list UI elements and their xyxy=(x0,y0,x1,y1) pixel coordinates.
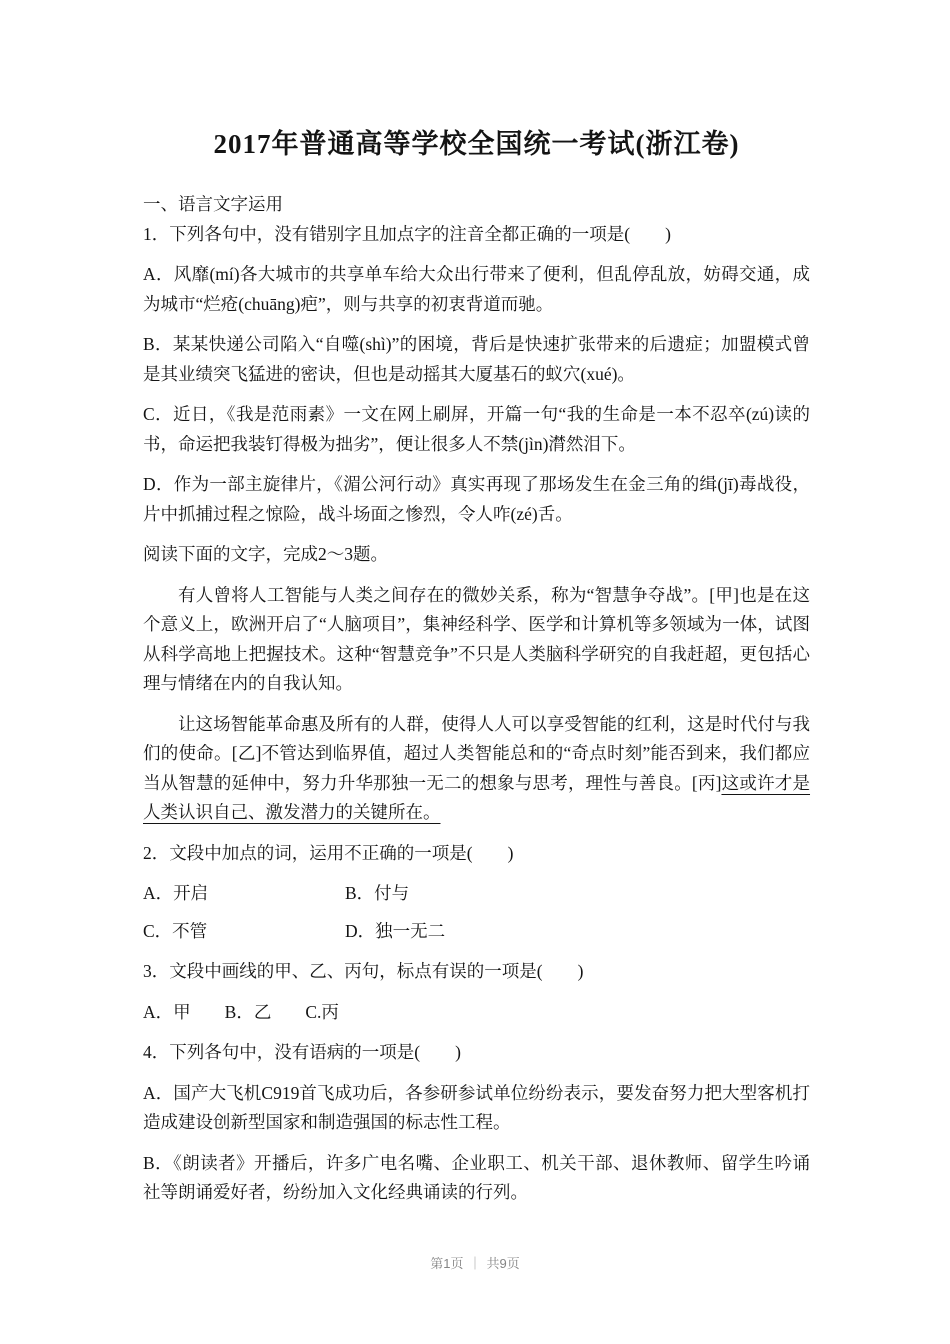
question-1-option-b: B．某某快递公司陷入“自噬(shì)”的困境，背后是快速扩张带来的后遗症；加盟模式曾是其业绩突飞猛进的密诀，但也是动摇其大厦基石的蚁穴(xué)。 xyxy=(143,334,810,384)
question-2-option-b: B．付与 xyxy=(345,883,410,903)
question-2-option-a: A．开启 xyxy=(143,883,209,903)
page-footer xyxy=(0,1253,950,1272)
footer-page-number: 第1页 xyxy=(430,1256,464,1271)
question-4-option-b: B．《朗读者》开播后，许多广电名嘴、企业职工、机关干部、退休教师、留学生吟诵社等朗诵爱好者，纷纷加入文化经典诵读的行列。 xyxy=(143,1152,810,1202)
question-3-option-c: C.丙 xyxy=(305,1001,339,1022)
document-body xyxy=(143,190,810,1208)
question-2-options xyxy=(143,879,810,946)
reading-paragraph-1: 有人曾将人工智能与人类之间存在的微妙关系，称为“智慧争夺战”。[甲]也是在这个意义上，欧洲开启了“人脑项目”，集神经科学、医学和计算机等多领域为一体，试图从科学高地上把握技术。这种“智慧竞争”不只是人类脑科学研究的自我赶超，更包括心理与情绪在内的自我认知。 xyxy=(143,584,810,693)
question-2-option-d: D．独一无二 xyxy=(345,920,446,941)
question-3-options xyxy=(143,998,810,1028)
question-3-option-b: B．乙 xyxy=(224,1001,272,1022)
question-1-stem: 1．下列各句中，没有错别字且加点字的注音全都正确的一项是( ) xyxy=(143,223,671,244)
question-1-option-d: D．作为一部主旋律片，《湄公河行动》真实再现了那场发生在金三角的缉(jī)毒战役，片中抓捕过程之惊险，战斗场面之惨烈，令人咋(zé)舌。 xyxy=(143,474,810,524)
footer-total-pages: 共9页 xyxy=(486,1256,520,1271)
document-title: 2017年普通高等学校全国统一考试(浙江卷) xyxy=(213,129,740,159)
reading-intro: 阅读下面的文字，完成2～3题。 xyxy=(143,544,388,564)
reading-paragraph-2-text: 让这场智能革命惠及所有的人群，使得人人可以享受智能的红利，这是时代付与我们的使命。[乙]不管达到临界值，超过人类智能总和的“奇点时刻”能否到来，我们都应当从智慧的延伸中，努力升华那独一无二的想象与思考，理性与善良。[丙] xyxy=(143,713,810,793)
question-2-option-c: C．不管 xyxy=(143,920,208,941)
question-3-option-a: A．甲 xyxy=(143,1001,191,1022)
question-4-option-a: A．国产大飞机C919首飞成功后，各参研参试单位纷纷表示，要发奋努力把大型客机打造成建设创新型国家和制造强国的标志性工程。 xyxy=(143,1082,810,1132)
question-3-stem: 3．文段中画线的甲、乙、丙句，标点有误的一项是( ) xyxy=(143,961,584,981)
question-1-option-c: C．近日，《我是范雨素》一文在网上刷屏，开篇一句“我的生命是一本不忍卒(zú)读的书，命运把我装钉得极为拙劣”，便让很多人不禁(jìn)潸然泪下。 xyxy=(143,404,810,454)
question-1-option-a: A．风靡(mí)各大城市的共享单车给大众出行带来了便利，但乱停乱放，妨碍交通，成为城市“烂疮(chuāng)疤”，则与共享的初衷背道而驰。 xyxy=(143,264,810,314)
reading-paragraph-2-underlined-text: 这或许才是人类认识自己、激发潜力的关键所在。 xyxy=(143,772,811,822)
question-2-stem: 2．文段中加点的词，运用不正确的一项是( ) xyxy=(143,842,514,863)
reading-paragraph-2 xyxy=(143,710,810,828)
section-heading: 一、语言文字运用 xyxy=(143,194,283,214)
footer-separator: ｜ xyxy=(468,1256,482,1271)
question-4-stem: 4．下列各句中，没有语病的一项是( ) xyxy=(143,1042,461,1062)
